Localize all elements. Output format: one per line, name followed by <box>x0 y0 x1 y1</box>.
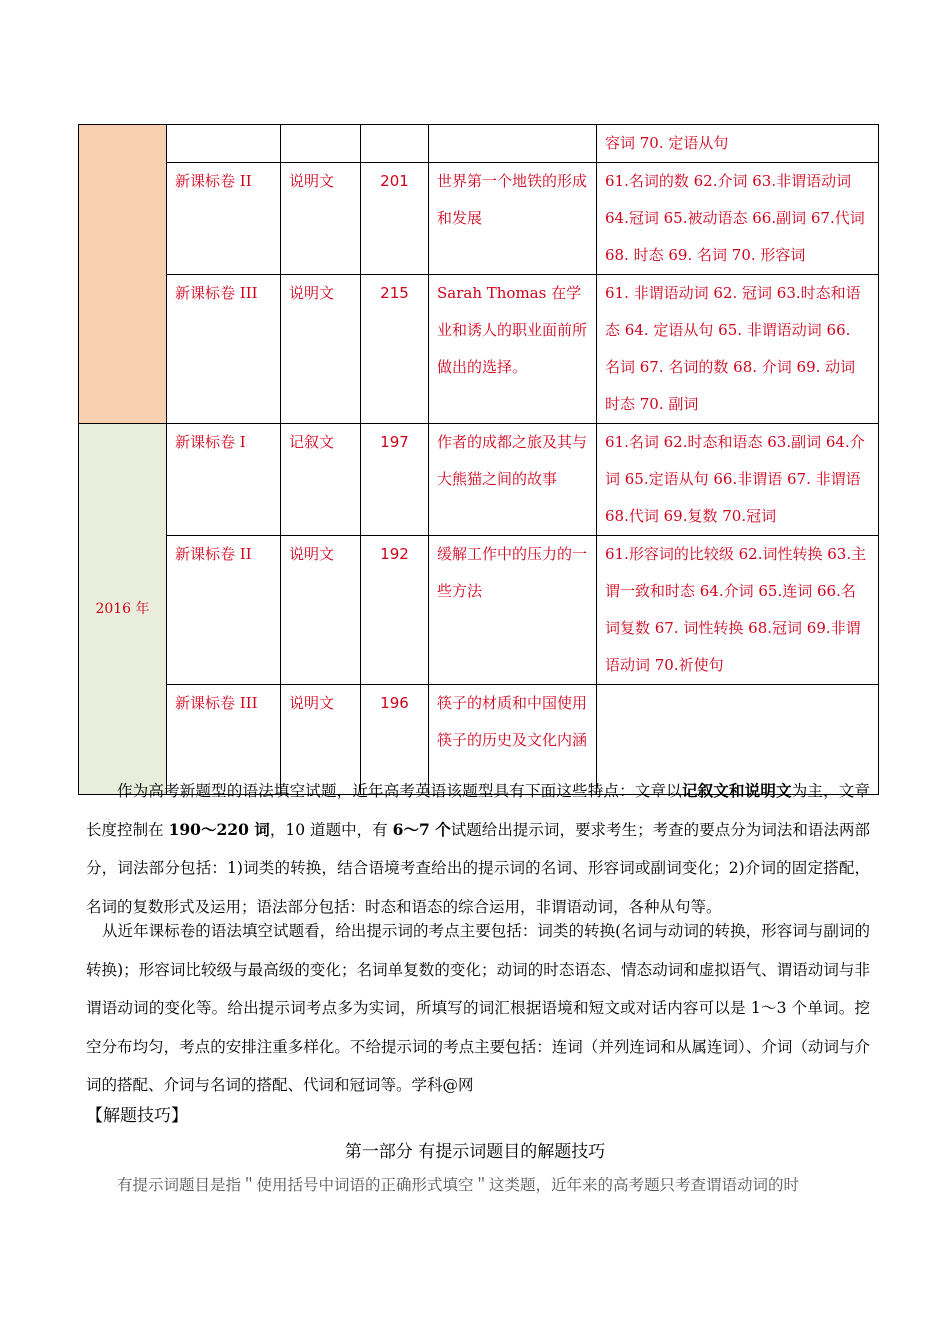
features-paragraph: 作为高考新题型的语法填空试题，近年高考英语该题型具有下面这些特点：文章以记叙文和说明文为主，文章长度控制在 190～220 词，10 道题中，有 6～7 个试题给出提示词，要求考生；考查的要点分为词法和语法两部分，词法部分包括：1)词类的转换，结合语境考查给出的提示词的名词、形容词或副词变化；2)介词的固定搭配，名词的复数形式及运用；语法部分包括：时态和语态的综合运用，非谓语动词，各种从句等。 <box>86 781 871 916</box>
paper-cell: 新课标卷 II <box>167 536 281 685</box>
table-row <box>79 424 879 536</box>
year-cell-2016 <box>79 424 167 795</box>
word-count-cell <box>361 125 429 163</box>
word-count-cell: 201 <box>361 163 429 275</box>
topic-cell <box>429 125 597 163</box>
paper-cell: 新课标卷 II <box>167 163 281 275</box>
genre-cell: 说明文 <box>281 163 361 275</box>
table-row <box>79 275 879 424</box>
genre-cell: 说明文 <box>281 685 361 795</box>
topic-cell: Sarah Thomas 在学业和诱人的职业面前所做出的选择。 <box>429 275 597 424</box>
section-heading: 【解题技巧】 <box>86 1106 188 1126</box>
word-count-cell: 215 <box>361 275 429 424</box>
table-row <box>79 125 879 163</box>
paper-cell <box>167 125 281 163</box>
table-row <box>79 536 879 685</box>
word-count-cell: 197 <box>361 424 429 536</box>
hint-points-paragraph: 从近年课标卷的语法填空试题看，给出提示词的考点主要包括：词类的转换(名词与动词的转换，形容词与副词的转换)；形容词比较级与最高级的变化；名词单复数的变化；动词的时态语态、情态动词和虚拟语气、谓语动词与非谓语动词的变化等。给出提示词考点多为实词，所填写的词汇根据语境和短文或对话内容可以是 1～3 个单词。挖空分布均匀，考点的安排注重多样化。不给提示词的考点主要包括：连词（并列连词和从属连词）、介词（动词与介词的搭配、介词与名词的搭配、代词和冠词等。学科@网 <box>86 922 870 1095</box>
topic-cell: 缓解工作中的压力的一些方法 <box>429 536 597 685</box>
test-points-cell: 61.名词 62.时态和语态 63.副词 64.介词 65.定语从句 66.非谓语 67. 非谓语 68.代词 69.复数 70.冠词 <box>597 424 879 536</box>
paper-cell: 新课标卷 III <box>167 685 281 795</box>
genre-cell <box>281 125 361 163</box>
word-count-cell: 196 <box>361 685 429 795</box>
genre-cell: 说明文 <box>281 275 361 424</box>
test-points-cell: 61.形容词的比较级 62.词性转换 63.主谓一致和时态 64.介词 65.连词 66.名词复数 67. 词性转换 68.冠词 69.非谓语动词 70.祈使句 <box>597 536 879 685</box>
genre-cell: 记叙文 <box>281 424 361 536</box>
intro-paragraph: 有提示词题目是指＂使用括号中词语的正确形式填空＂这类题，近年来的高考题只考查谓语动词的时 <box>117 1176 800 1194</box>
genre-cell: 说明文 <box>281 536 361 685</box>
topic-cell: 世界第一个地铁的形成和发展 <box>429 163 597 275</box>
test-points-cell: 61. 非谓语动词 62. 冠词 63.时态和语态 64. 定语从句 65. 非谓语动词 66. 名词 67. 名词的数 68. 介词 69. 动词时态 70. 副词 <box>597 275 879 424</box>
year-cell-2015 <box>79 125 167 424</box>
test-points-cell: 容词 70. 定语从句 <box>597 125 879 163</box>
word-count-cell: 192 <box>361 536 429 685</box>
table-row <box>79 163 879 275</box>
year-label: 2016 年 <box>95 601 150 617</box>
paper-cell: 新课标卷 I <box>167 424 281 536</box>
topic-cell: 作者的成都之旅及其与大熊猫之间的故事 <box>429 424 597 536</box>
section-title: 第一部分 有提示词题目的解题技巧 <box>344 1142 606 1162</box>
test-points-cell: 61.名词的数 62.介词 63.非谓语动词 64.冠词 65.被动语态 66.副词 67.代词 68. 时态 69. 名词 70. 形容词 <box>597 163 879 275</box>
paper-cell: 新课标卷 III <box>167 275 281 424</box>
topic-cell: 筷子的材质和中国使用筷子的历史及文化内涵 <box>429 685 597 795</box>
grammar-fill-table <box>78 124 879 795</box>
